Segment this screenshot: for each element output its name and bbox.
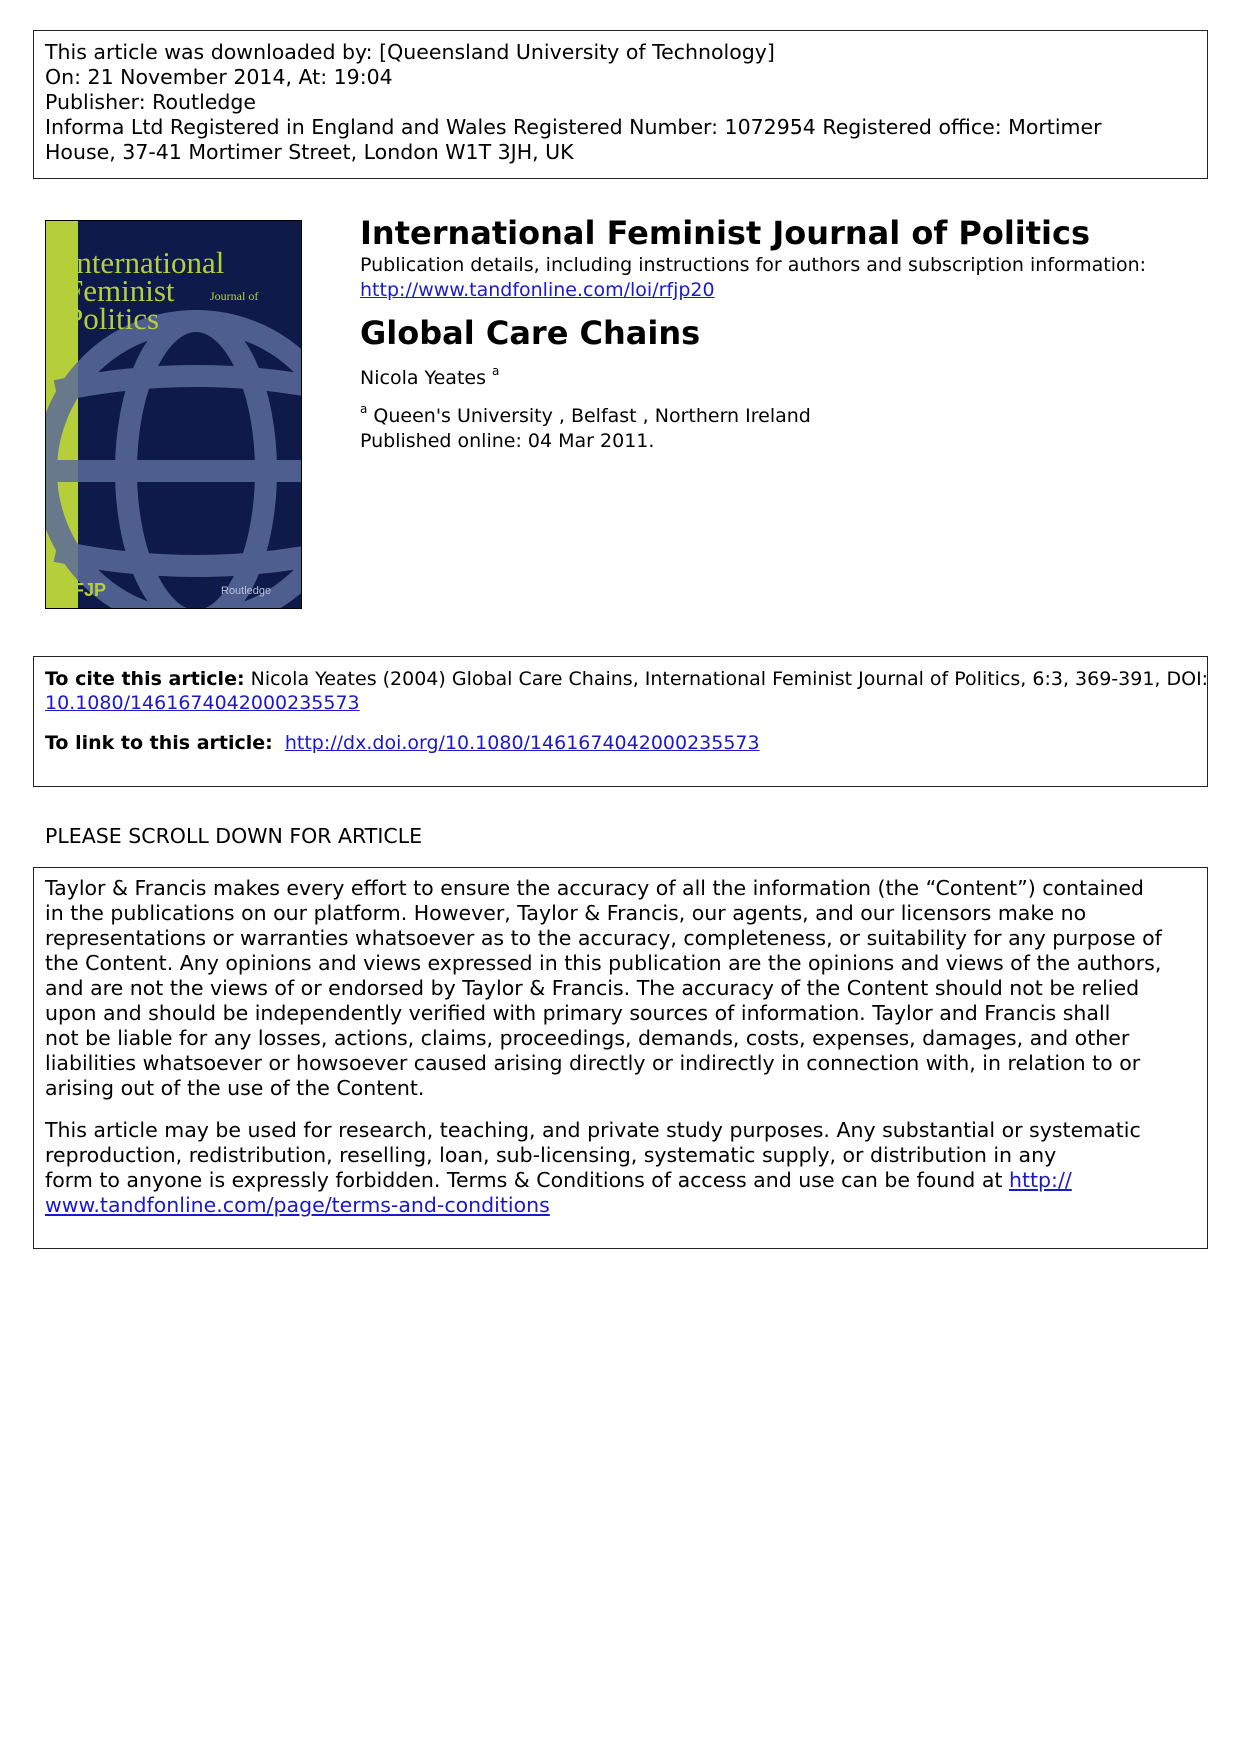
citation-box [33, 656, 1208, 787]
disclaimer-line: and are not the views of or endorsed by Taylor & Francis. The accuracy of the Content should not be relied [45, 976, 1140, 1000]
link-line [45, 731, 1196, 755]
cover-title-line: Politics [66, 301, 160, 336]
publication-details: Publication details, including instructions for authors and subscription information: [360, 254, 1147, 276]
scroll-note: PLEASE SCROLL DOWN FOR ARTICLE [45, 824, 423, 848]
author-name: Nicola Yeates [360, 367, 486, 389]
download-line: This article was downloaded by: [Queensland University of Technology] [45, 40, 775, 64]
cite-text: Nicola Yeates (2004) Global Care Chains, International Feminist Journal of Politics, 6:3, 369-391, DOI: [250, 668, 1209, 690]
disclaimer-line: arising out of the use of the Content. [45, 1076, 425, 1100]
affiliation-superscript: a [360, 402, 368, 416]
author-superscript: a [492, 364, 500, 378]
disclaimer-box [33, 867, 1208, 1249]
download-line: Publisher: Routledge [45, 90, 257, 114]
cover-title-aside: Journal of [210, 289, 259, 303]
disclaimer-line: upon and should be independently verified with primary sources of information. Taylor and Francis shall [45, 1001, 1111, 1025]
usage-paragraph [45, 1118, 1196, 1218]
article-header [360, 213, 1200, 454]
doi-link[interactable]: 10.1080/1461674042000235573 [45, 692, 360, 714]
terms-link[interactable]: www.tandfonline.com/page/terms-and-conditions [45, 1193, 550, 1217]
terms-link[interactable]: http:// [1008, 1168, 1072, 1192]
usage-line: reproduction, redistribution, reselling, loan, sub-licensing, systematic supply, or distribution in any [45, 1143, 1057, 1167]
usage-text: form to anyone is expressly forbidden. Terms & Conditions of access and use can be found at [45, 1168, 1009, 1192]
disclaimer-line: liabilities whatsoever or howsoever caused arising directly or indirectly in connection with, in relation to or [45, 1051, 1141, 1075]
download-line: On: 21 November 2014, At: 19:04 [45, 65, 393, 89]
cite-label: To cite this article: [45, 668, 245, 690]
disclaimer-line: the Content. Any opinions and views expressed in this publication are the opinions and views of the authors, [45, 951, 1162, 975]
affiliation: Queen's University , Belfast , Northern Ireland [373, 405, 811, 427]
cover-title-line: Feminist [66, 273, 175, 308]
disclaimer-line: in the publications on our platform. However, Taylor & Francis, our agents, and our licensors make no [45, 901, 1087, 925]
cover-footer-right: Routledge [221, 585, 272, 597]
download-line: House, 37-41 Mortimer Street, London W1T 3JH, UK [45, 140, 574, 164]
article-url-link[interactable]: http://dx.doi.org/10.1080/1461674042000235573 [284, 732, 760, 754]
disclaimer-line: representations or warranties whatsoever as to the accuracy, completeness, or suitability for any purpose of [45, 926, 1162, 950]
usage-line [45, 1168, 1196, 1193]
download-notice-box [33, 30, 1208, 179]
journal-title: International Feminist Journal of Politics [360, 214, 1091, 252]
journal-cover-image [45, 220, 302, 609]
disclaimer-paragraph [45, 876, 1196, 1101]
published-online: Published online: 04 Mar 2011. [360, 430, 655, 452]
link-label: To link to this article: [45, 732, 273, 754]
cover-title-line: International [66, 245, 225, 280]
disclaimer-line: Taylor & Francis makes every effort to ensure the accuracy of all the information (the “Content”) contained [45, 876, 1144, 900]
usage-line: This article may be used for research, teaching, and private study purposes. Any substantial or systematic [45, 1118, 1141, 1142]
download-line: Informa Ltd Registered in England and Wales Registered Number: 1072954 Registered office: Mortimer [45, 115, 1102, 139]
affiliation-line [360, 397, 1200, 429]
article-title: Global Care Chains [360, 314, 701, 352]
cover-footer-left: IFJP [68, 580, 107, 600]
cite-line [45, 667, 1209, 691]
disclaimer-line: not be liable for any losses, actions, claims, proceedings, demands, costs, expenses, damages, and other [45, 1026, 1130, 1050]
author-line [360, 359, 1200, 391]
journal-url-link[interactable]: http://www.tandfonline.com/loi/rfjp20 [360, 279, 715, 301]
